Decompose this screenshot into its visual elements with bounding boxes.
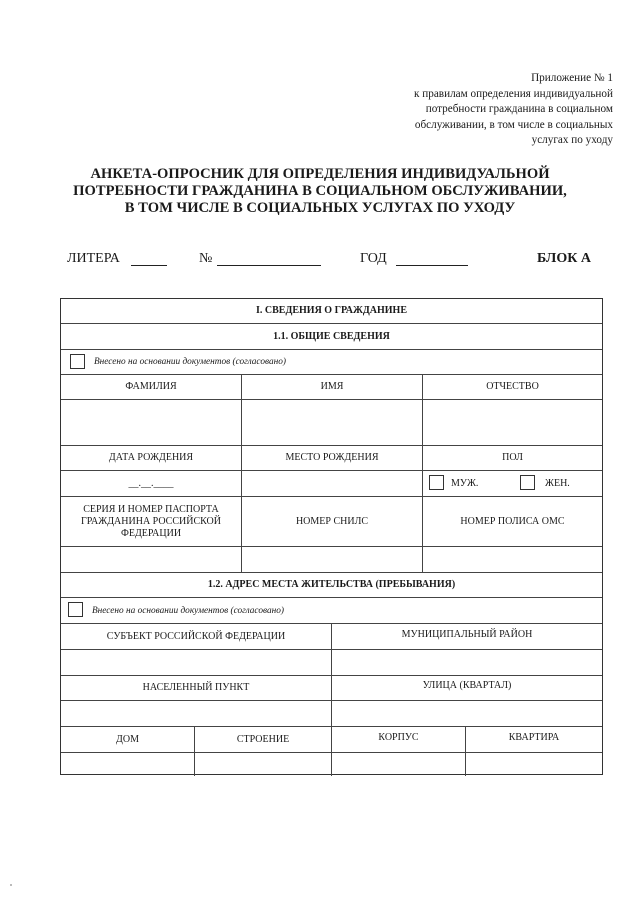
- header-line: [0, 251, 640, 273]
- house-field[interactable]: [61, 753, 194, 774]
- appendix-note: [353, 71, 613, 149]
- apartment-field[interactable]: [466, 753, 602, 774]
- surname-header: ФАМИЛИЯ: [125, 381, 177, 392]
- birth-date-field[interactable]: __.__.____: [128, 477, 174, 489]
- document-title: [40, 166, 600, 217]
- settlement-field[interactable]: [61, 701, 331, 726]
- section-1-title: I. СВЕДЕНИЯ О ГРАЖДАНИНЕ: [256, 305, 407, 316]
- documents-note-1: Внесено на основании документов (согласовано): [94, 357, 286, 367]
- patronymic-field[interactable]: [423, 400, 602, 445]
- appendix-line: услугах по уходу: [531, 134, 613, 146]
- street-field[interactable]: [332, 701, 602, 726]
- oms-field[interactable]: [423, 547, 602, 572]
- name-header: ИМЯ: [320, 381, 344, 392]
- house-header: ДОМ: [116, 733, 139, 745]
- apartment-header: КВАРТИРА: [508, 731, 560, 743]
- snils-field[interactable]: [242, 547, 422, 572]
- appendix-line: потребности гражданина в социальном: [425, 103, 613, 115]
- oms-header: НОМЕР ПОЛИСА ОМС: [460, 515, 565, 527]
- district-header: МУНИЦИПАЛЬНЫЙ РАЙОН: [401, 628, 533, 640]
- documents-checkbox-2[interactable]: [68, 602, 83, 617]
- citizen-info-form: [60, 298, 603, 775]
- female-label: ЖЕН.: [545, 477, 570, 489]
- male-checkbox[interactable]: [429, 475, 444, 490]
- title-line: АНКЕТА-ОПРОСНИК ДЛЯ ОПРЕДЕЛЕНИЯ ИНДИВИДУАЛЬНОЙ: [90, 166, 550, 182]
- appendix-line: к правилам определения индивидуальной: [414, 87, 613, 100]
- block-label: БЛОК А: [537, 251, 591, 266]
- building-header: СТРОЕНИЕ: [236, 733, 290, 745]
- district-field[interactable]: [332, 650, 602, 675]
- section-1-2-title: 1.2. АДРЕС МЕСТА ЖИТЕЛЬСТВА (ПРЕБЫВАНИЯ): [207, 579, 456, 590]
- passport-field[interactable]: [61, 547, 241, 572]
- birth-date-header: ДАТА РОЖДЕНИЯ: [108, 452, 194, 463]
- street-header: УЛИЦА (КВАРТАЛ): [422, 680, 512, 691]
- title-line: ПОТРЕБНОСТИ ГРАЖДАНИНА В СОЦИАЛЬНОМ ОБСЛУЖИВАНИИ,: [73, 183, 567, 199]
- documents-note-2: Внесено на основании документов (согласовано): [92, 605, 284, 616]
- appendix-line: Приложение № 1: [531, 72, 613, 84]
- year-label: ГОД: [360, 251, 387, 266]
- snils-header: НОМЕР СНИЛС: [295, 515, 369, 527]
- settlement-header: НАСЕЛЕННЫЙ ПУНКТ: [142, 682, 250, 693]
- subject-header: СУБЪЕКТ РОССИЙСКОЙ ФЕДЕРАЦИИ: [106, 630, 286, 642]
- name-field[interactable]: [242, 400, 422, 445]
- female-checkbox[interactable]: [520, 475, 535, 490]
- male-label: МУЖ.: [451, 477, 479, 489]
- surname-field[interactable]: [61, 400, 241, 445]
- subject-field[interactable]: [61, 650, 331, 675]
- scan-dot: [10, 884, 12, 886]
- birth-place-field[interactable]: [242, 471, 422, 496]
- block-header: КОРПУС: [378, 731, 419, 743]
- block-field[interactable]: [332, 753, 465, 774]
- title-line: В ТОМ ЧИСЛЕ В СОЦИАЛЬНЫХ УСЛУГАХ ПО УХОДУ: [124, 200, 516, 216]
- passport-header: СЕРИЯ И НОМЕР ПАСПОРТА ГРАЖДАНИНА РОССИЙСКОЙ ФЕДЕРАЦИИ: [80, 503, 222, 539]
- patronymic-header: ОТЧЕСТВО: [486, 381, 539, 392]
- building-field[interactable]: [195, 753, 331, 774]
- litera-label: ЛИТЕРА: [67, 251, 120, 266]
- birth-place-header: МЕСТО РОЖДЕНИЯ: [285, 452, 379, 463]
- documents-checkbox-1[interactable]: [70, 354, 85, 369]
- number-label: №: [199, 251, 213, 266]
- sex-header: ПОЛ: [502, 452, 523, 463]
- appendix-line: обслуживании, в том числе в социальных: [414, 118, 613, 131]
- section-1-1-title: 1.1. ОБЩИЕ СВЕДЕНИЯ: [273, 330, 390, 342]
